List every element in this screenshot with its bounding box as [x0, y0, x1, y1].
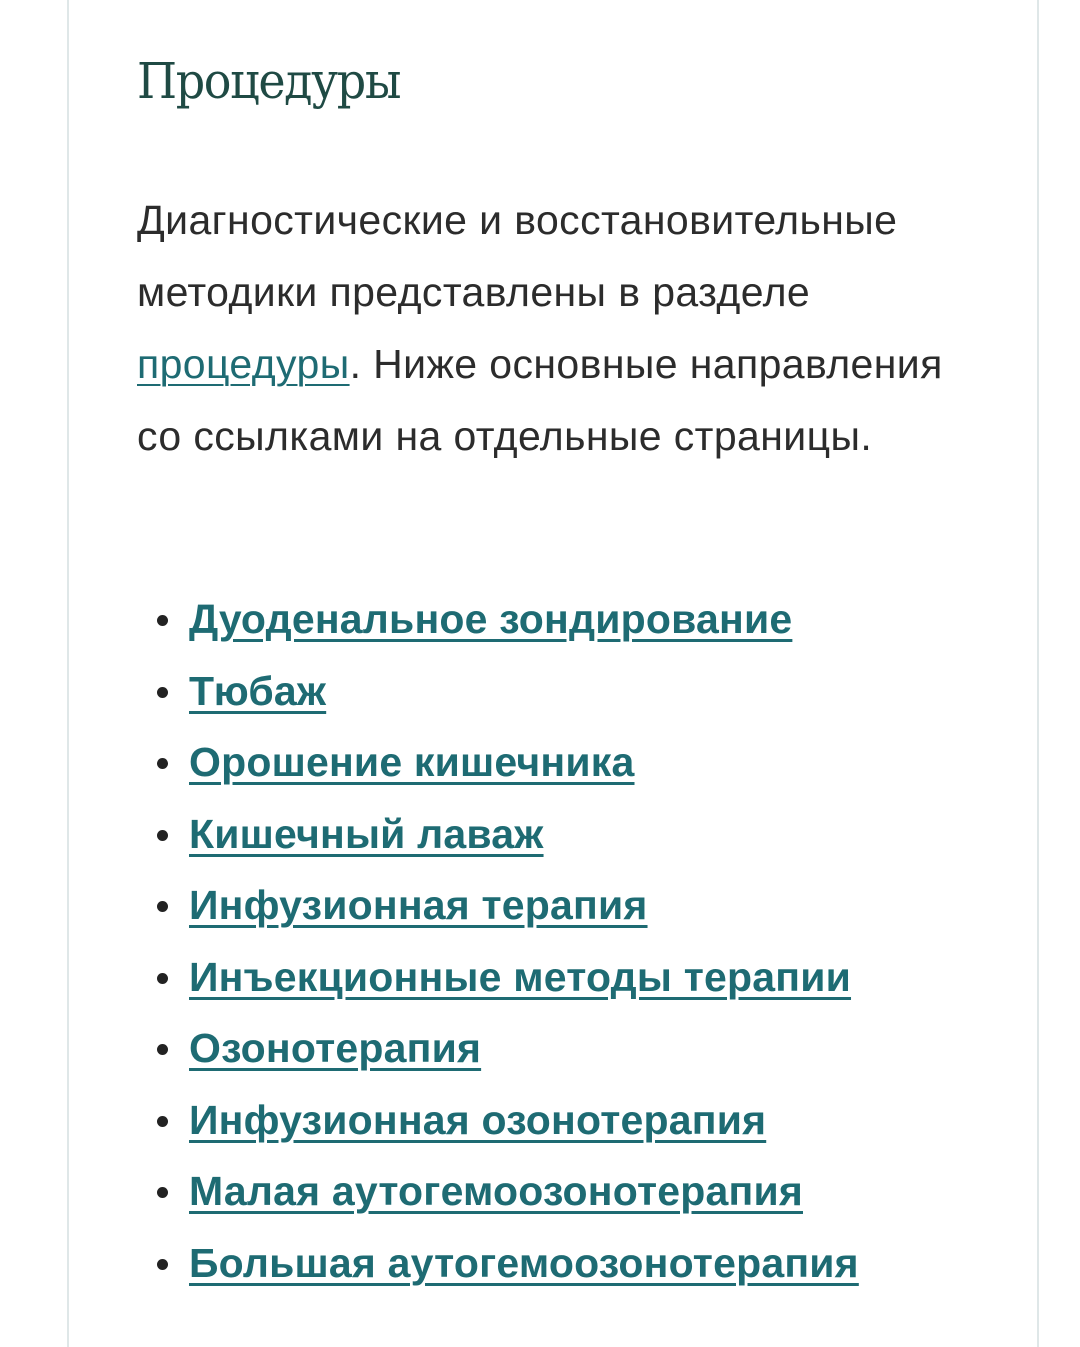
intro-paragraph [137, 184, 967, 472]
procedure-link[interactable]: Инфузионная терапия [189, 882, 648, 928]
section-title: Процедуры [137, 52, 401, 110]
procedures-link[interactable]: процедуры [137, 341, 350, 387]
bullet-icon [157, 615, 168, 626]
bullet-icon [157, 830, 168, 841]
bullet-icon [157, 687, 168, 698]
procedure-link[interactable]: Инфузионная озонотерапия [189, 1096, 767, 1143]
procedure-link[interactable]: Большая аутогемоозонотерапия [189, 1239, 859, 1286]
list-item [137, 727, 859, 799]
bullet-icon [157, 1187, 168, 1198]
list-item [137, 656, 859, 728]
intro-text-end: . Ниже основные направления со ссылками на отдельные страницы. [137, 341, 943, 459]
list-item [137, 1085, 859, 1157]
procedure-link[interactable]: Орошение кишечника [189, 739, 635, 785]
list-item [137, 584, 859, 656]
intro-text-start: Диагностические и восстановительные методики представлены в разделе [137, 197, 898, 315]
content-card [67, 0, 1039, 1347]
bullet-icon [157, 973, 168, 984]
bullet-icon [157, 901, 168, 912]
list-item [137, 1228, 859, 1300]
procedure-link[interactable]: Тюбаж [189, 667, 327, 714]
procedure-link[interactable]: Дуоденальное зондирование [189, 596, 793, 642]
list-item [137, 1013, 859, 1085]
procedure-link[interactable]: Озонотерапия [189, 1025, 482, 1071]
bullet-icon [157, 1259, 168, 1270]
procedures-list [137, 584, 859, 1299]
bullet-icon [157, 1044, 168, 1055]
procedure-link[interactable]: Кишечный лаваж [189, 810, 544, 857]
bullet-icon [157, 758, 168, 769]
bullet-icon [157, 1116, 168, 1127]
list-item [137, 942, 859, 1014]
procedure-link[interactable]: Малая аутогемоозонотерапия [189, 1168, 803, 1214]
list-item [137, 799, 859, 871]
list-item [137, 870, 859, 942]
procedure-link[interactable]: Инъекционные методы терапии [189, 953, 852, 1000]
list-item [137, 1156, 859, 1228]
